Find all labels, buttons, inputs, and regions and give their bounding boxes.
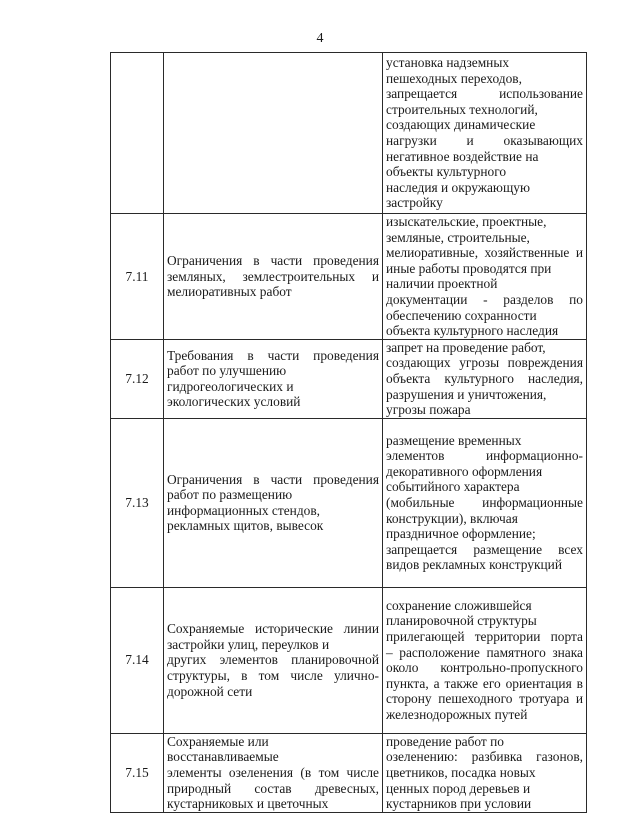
row-title-line: гидрогеологических и [167, 378, 294, 394]
row-description-line: изыскательские, проектные, [386, 214, 547, 229]
row-description-line: создающих угрозы повреждения [386, 355, 583, 371]
row-title [164, 418, 383, 587]
row-description-line: озеленению: разбивка газонов, [386, 749, 583, 765]
row-description-line: (мобильные информационные [386, 494, 583, 510]
row-description [383, 418, 587, 587]
row-title-line: других элементов планировочной [167, 652, 379, 668]
table-row [111, 418, 587, 587]
row-description-line: создающих динамические [386, 117, 536, 133]
row-title-line: работ по улучшению [167, 363, 287, 379]
row-title-line: дорожной сети [167, 683, 253, 699]
row-description-line: обеспечению сохранности [386, 307, 537, 323]
row-description [383, 339, 587, 418]
row-description-line: наследия и окружающую [386, 179, 530, 195]
row-description-line: – расположение памятного знака [386, 644, 583, 660]
restrictions-table [110, 52, 587, 813]
row-title-line: рекламных щитов, вывесок [167, 518, 324, 534]
row-description-line: мелиоративные, хозяйственные и [386, 245, 583, 261]
row-description [383, 733, 587, 812]
row-description-line: застройку [386, 195, 443, 211]
row-description-line: праздничное оформление; [386, 526, 536, 542]
row-description-line: земляные, строительные, [386, 229, 530, 245]
row-title [164, 214, 383, 340]
row-description-line: установка надземных [386, 55, 510, 71]
row-title [164, 587, 383, 733]
table-row [111, 53, 587, 214]
row-description-line: около контрольно-пропускного [386, 660, 583, 676]
row-description-line: документации - разделов по [386, 291, 583, 307]
row-number: 7.14 [111, 587, 164, 733]
table-row [111, 733, 587, 812]
row-title [164, 733, 383, 812]
row-title-line: мелиоративных работ [167, 284, 292, 300]
row-description [383, 214, 587, 340]
row-description-line: нагрузки и оказывающих [386, 133, 583, 148]
row-title-line: информационных стендов, [167, 502, 321, 518]
row-title-line: Сохраняемые или [167, 733, 269, 749]
row-description-line: проведение работ по [386, 733, 504, 749]
row-title [164, 339, 383, 418]
row-description-line: наличии проектной [386, 276, 498, 292]
row-description [383, 587, 587, 733]
row-description-line: запрещается использование [386, 86, 583, 102]
row-description-line: сторону пешеходного тротуара и [386, 691, 583, 707]
row-description-line: строительных технологий, [386, 101, 538, 117]
row-description-line: объекты культурного [386, 164, 507, 180]
page-number: 4 [316, 31, 324, 46]
row-description-line: пункта, а также его ориентация в [386, 675, 583, 691]
row-number [111, 53, 164, 214]
row-description-line: разрушения и уничтожения, [386, 386, 547, 402]
row-description-line: декоративного оформления [386, 463, 543, 479]
row-description-line: запрет на проведение работ, [386, 339, 546, 355]
row-description-line: угрозы пожара [386, 402, 471, 418]
table-row [111, 587, 587, 733]
row-description-line: цветников, посадка новых [386, 764, 536, 780]
row-title-line: Сохраняемые исторические линии [167, 621, 379, 637]
row-number: 7.12 [111, 339, 164, 418]
row-description-line: элементов информационно- [386, 448, 583, 464]
row-description-line: запрещается размещение всех [386, 541, 583, 557]
row-title-line: застройки улиц, переулков и [167, 636, 330, 652]
row-description-line: событийного характера [386, 479, 520, 495]
row-description-line: планировочной структуры [386, 613, 537, 629]
row-title-line: экологических условий [167, 394, 301, 410]
row-description-line: видов рекламных конструкций [386, 557, 562, 573]
row-number: 7.11 [111, 214, 164, 340]
row-title-line: земляных, землестроительных и [167, 268, 379, 284]
table-row [111, 339, 587, 418]
row-title [164, 53, 383, 214]
row-description-line: пешеходных переходов, [386, 70, 522, 86]
table-row [111, 214, 587, 340]
row-description-line: объекта культурного наследия, [386, 370, 583, 386]
row-title-line: Требования в части проведения [167, 347, 379, 363]
row-title-line: Ограничения в части проведения [167, 252, 379, 268]
row-title-line: Ограничения в части проведения [167, 471, 379, 487]
row-title-line: структуры, в том числе улично- [167, 668, 379, 684]
row-description-line: кустарников при условии [386, 796, 532, 812]
row-description-line: сохранение сложившейся [386, 597, 532, 613]
row-title-line: работ по размещению [167, 487, 293, 503]
row-description-line: ценных пород деревьев и [386, 780, 531, 796]
row-description-line: иные работы проводятся при [386, 260, 552, 276]
row-title-line: кустарниковых и цветочных [167, 796, 329, 812]
row-description [383, 53, 587, 214]
row-title-line: восстанавливаемые [167, 749, 279, 765]
row-description-line: прилегающей территории порта [386, 629, 583, 645]
row-description-line: железнодорожных путей [386, 707, 528, 722]
row-description-line: конструкции), включая [386, 510, 518, 526]
row-title-line: природный состав древесных, [167, 780, 379, 796]
row-number: 7.15 [111, 733, 164, 812]
row-title-line: элементы озеленения (в том числе [167, 764, 379, 780]
row-number: 7.13 [111, 418, 164, 587]
row-description-line: объекта культурного наследия [386, 323, 559, 339]
row-description-line: размещение временных [386, 432, 522, 448]
row-description-line: негативное воздействие на [386, 148, 539, 164]
table-body [111, 53, 587, 813]
